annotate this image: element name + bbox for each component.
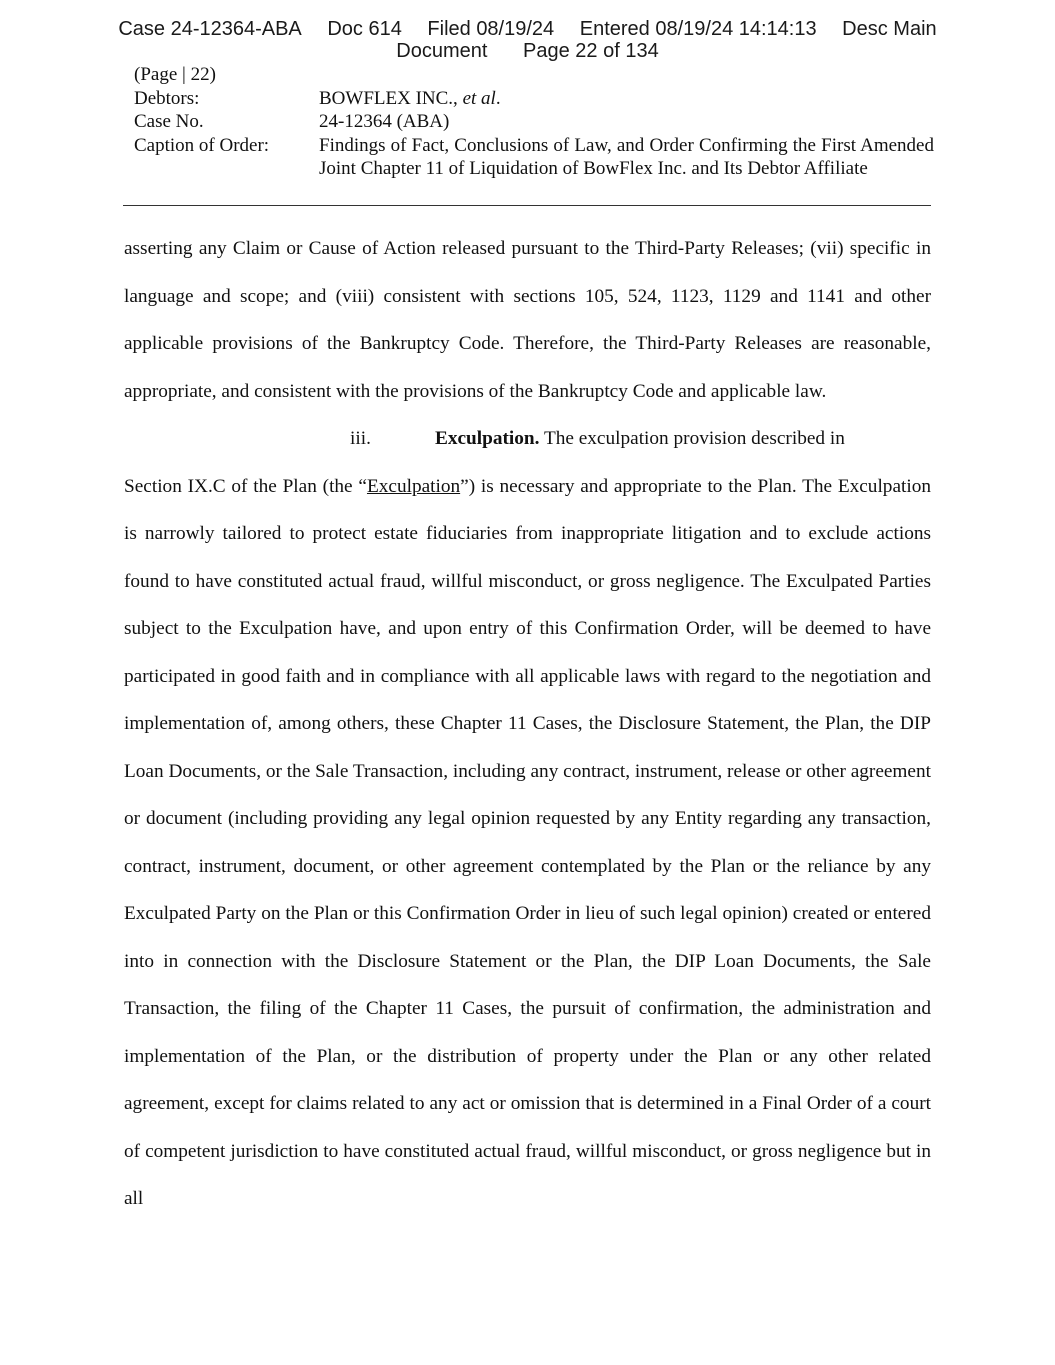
caption-page-row — [134, 63, 934, 87]
debtors-value — [319, 87, 934, 111]
debtors-label: Debtors: — [134, 87, 200, 109]
paragraph-third-party-releases: asserting any Claim or Cause of Action released pursuant to the Third-Party Releases; (vii) specific in language and scope; and (viii) consistent with sections 105, 524, 1123, 1129 and 1141 and other applicable provisions of the Bankruptcy Code. Therefore, the Third-Party Releases are reasonable, appropriate, and consistent with the provisions of the Bankruptcy Code and applicable law. — [124, 238, 931, 402]
exculpation-text-start: Section IX.C of the Plan (the “ — [124, 475, 367, 497]
debtors-period: . — [495, 87, 501, 109]
stamp-filed-date: Filed 08/19/24 — [427, 18, 555, 40]
stamp-entered-date: Entered 08/19/24 14:14:13 — [579, 18, 817, 40]
caption-debtors-row — [134, 87, 934, 111]
section-heading: Exculpation. — [435, 428, 540, 449]
case-number-value: 24-12364 (ABA) — [319, 111, 450, 132]
debtors-name: BOWFLEX INC., — [319, 87, 463, 109]
document-body — [124, 225, 931, 1223]
caption-divider — [123, 205, 931, 206]
paragraph-exculpation — [124, 415, 931, 1223]
debtors-et-al: et al — [462, 87, 496, 109]
court-filing-stamp — [0, 18, 1055, 62]
stamp-page-count: Page 22 of 134 — [523, 40, 659, 62]
stamp-line-1 — [0, 18, 1055, 40]
caption-case-row — [134, 110, 934, 134]
order-caption-value: Findings of Fact, Conclusions of Law, and Order Confirming the First Amended Joint Chapter 11 of Liquidation of BowFlex Inc. and Its Debtor Affiliate — [319, 134, 934, 179]
caption-order-row — [134, 134, 934, 181]
stamp-document: Document — [396, 40, 488, 62]
caption-page-ref: (Page | 22) — [134, 64, 216, 85]
order-caption-label: Caption of Order: — [134, 134, 270, 156]
exculpation-heading-line — [124, 415, 931, 463]
stamp-line-2 — [0, 40, 1055, 62]
defined-term-exculpation: Exculpation — [366, 475, 461, 497]
stamp-doc-number: Doc 614 — [327, 18, 402, 40]
order-caption — [134, 63, 934, 181]
section-number: iii. — [350, 428, 371, 449]
stamp-desc: Desc Main — [842, 18, 937, 40]
exculpation-text-rest: ”) is necessary and appropriate to the Plan. The Exculpation is narrowly tailored to protect estate fiduciaries from inappropriate litigation and to exclude actions found to have constituted actual fraud, willful misconduct, or gross negligence. The Exculpated Parties subject to the Exculpation have, and upon entry of this Confirmation Order, will be deemed to have participated in good faith and in compliance with all applicable laws with regard to the negotiation and implementation of, among others, these Chapter 11 Cases, the Disclosure Statement, the Plan, the DIP Loan Documents, or the Sale Transaction, including any contract, instrument, release or other agreement or document (including providing any legal opinion requested by any Entity regarding any transaction, contract, instrument, document, or other agreement contemplated by the Plan or the reliance by any Exculpated Party on the Plan or this Confirmation Order in lieu of such legal opinion) created or entered into in connection with the Disclosure Statement or the Plan, the DIP Loan Documents, the Sale Transaction, the filing of the Chapter 11 Cases, the pursuit of confirmation, the administration and implementation of the Plan, or the distribution of property under the Plan or any other related agreement, except for claims related to any act or omission that is determined in a Final Order of a court of competent jurisdiction to have constituted actual fraud, willful misconduct, or gross negligence but in all — [124, 475, 931, 1209]
case-number-label: Case No. — [134, 111, 204, 132]
stamp-case-number: Case 24-12364-ABA — [118, 18, 302, 40]
section-heading-text: The exculpation provision described in — [539, 428, 845, 449]
